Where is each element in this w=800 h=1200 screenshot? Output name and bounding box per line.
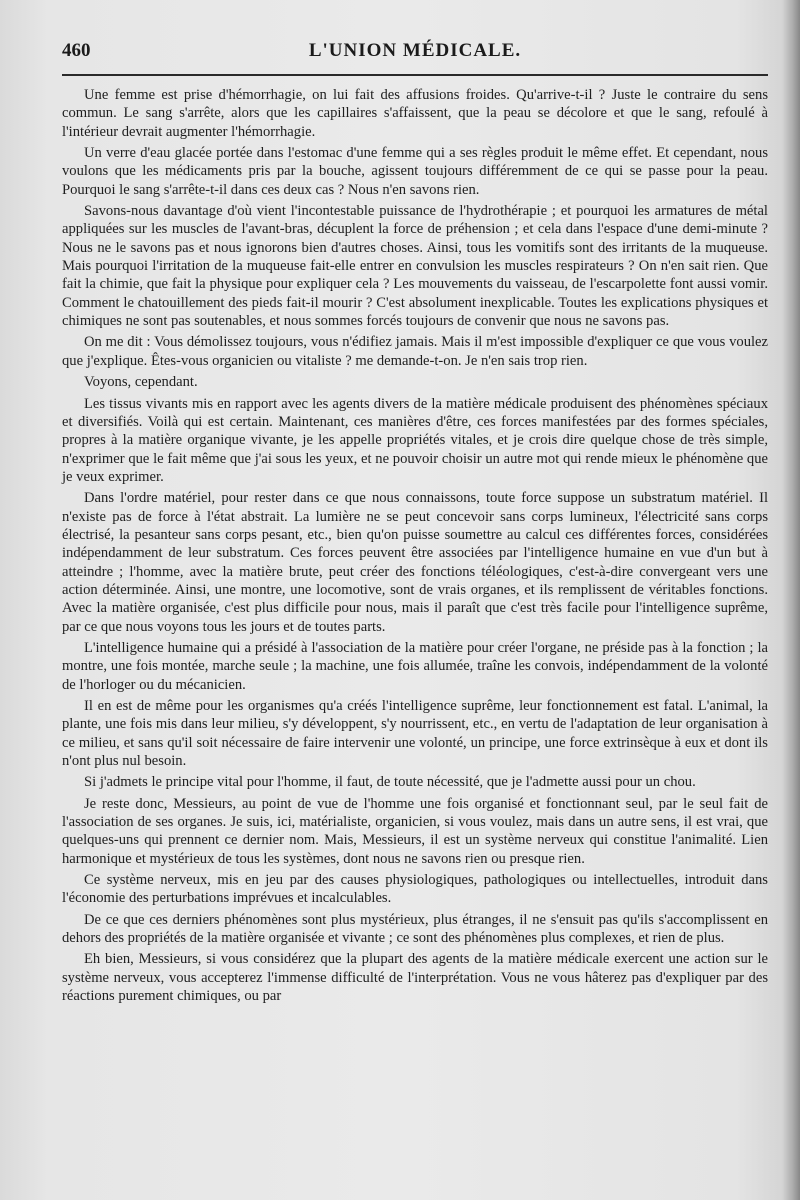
running-title: L'UNION MÉDICALE. [308,40,522,61]
paragraph-11: Je reste donc, Messieurs, au point de vue de l'homme une fois organisé et fonctionnant seul, par le seul fait de l'association de ses organes. Je suis, ici, matérialiste, organicien, si vous voulez, mais dans un autre sens, il est vrai, que quelques-uns qui prennent ce dernier nom. Mais, Messieurs, il est un système nerveux qui constitue l'animalité. Lien harmonique et mystérieux de tous les systèmes, dont nous ne savons rien ou presque rien. [62,795,768,867]
paragraph-14: Eh bien, Messieurs, si vous considérez que la plupart des agents de la matière médicale exercent une action sur le système nerveux, vous accepterez l'immense difficulté de l'interprétation. Vous ne vous hâterez pas d'expliquer par des réactions purement chimiques, ou par [62,951,768,1005]
paragraph-5: Voyons, cependant. [84,374,198,391]
header-rule [62,74,768,76]
paragraph-2: Un verre d'eau glacée portée dans l'estomac d'une femme qui a ses règles produit le même effet. Et cependant, nous voulons que les médicaments pris par la bouche, agissent toujours différemment de ce qui se passe pour la peau. Pourquoi le sang s'arrête-t-il dans ces deux cas ? Nous n'en savons rien. [62,145,768,198]
paragraph-3: Savons-nous davantage d'où vient l'incontestable puissance de l'hydrothérapie ; et pourquoi les armatures de métal appliquées sur les muscles de l'avant-bras, décuplent la force de préhension ; et cela dans l'espace d'une demi-minute ? Nous ne le savons pas et nous ignorons bien d'autres choses. Ainsi, tous les vomitifs sont des irritants de la muqueuse. Mais pourquoi l'irritation de la muqueuse fait-elle entrer en convulsion les muscles respirateurs ? On n'en sait rien. Que fait la chimie, que fait la physique pour expliquer cela ? Les mouvements du vaisseau, de l'escarpolette font aussi vomir. Comment le chatouillement des pieds fait-il mourir ? C'est absolument inexplicable. Toutes les explications physiques et chimiques ne sont pas soutenables, et nous sommes forcés toujours de convenir que nous ne savons pas. [62,203,768,330]
paragraph-10: Si j'admets le principe vital pour l'homme, il faut, de toute nécessité, que je l'admette aussi pour un chou. [84,774,696,791]
page-edge-shadow [782,0,800,1200]
paragraph-1: Une femme est prise d'hémorrhagie, on lui fait des affusions froides. Qu'arrive-t-il ? Juste le contraire du sens commun. Le sang s'arrête, alors que les capillaires s'affaissent, que la peau se décolore et que le sang, refoulé à l'intérieur devrait augmenter l'hémorrhagie. [62,87,768,140]
paragraph-12: Ce système nerveux, mis en jeu par des causes physiologiques, pathologiques ou intellectuelles, introduit dans l'économie des perturbations imprévues et incalculables. [62,872,768,907]
paragraph-9: Il en est de même pour les organismes qu'a créés l'intelligence suprême, leur fonctionnement est fatal. L'animal, la plante, une fois mis dans leur milieu, s'y développent, s'y nourrissent, etc., en vertu de l'adaptation de leur organisation à ce milieu, et sans qu'il soit nécessaire de faire intervenir une volonté, un principe, une force extrinsèque à eux et dont ils n'ont plus nul besoin. [62,698,768,770]
body-text [62,86,768,1009]
paragraph-13: De ce que ces derniers phénomènes sont plus mystérieux, plus étranges, il ne s'ensuit pas qu'ils s'accomplissent en dehors des propriétés de la matière organisée et vivante ; ce sont des phénomènes plus complexes, et rien de plus. [62,911,768,947]
paragraph-4: On me dit : Vous démolissez toujours, vous n'édifiez jamais. Mais il m'est impossible d'expliquer ce que vous voulez que j'explique. Êtes-vous organicien ou vitaliste ? me demande-t-on. Je n'en sais trop rien. [62,334,768,369]
page-number: 460 [62,40,91,61]
paragraph-6: Les tissus vivants mis en rapport avec les agents divers de la matière médicale produisent des phénomènes spéciaux et diversifiés. Voilà qui est certain. Maintenant, ces manières d'être, ces forces manifestées par des formes spéciales, propres à la matière organique vivante, je les appelle propriétés vitales, et je crois dire quelque chose de très simple, n'exprimer que le fait même que j'ai sous les yeux, et ne pouvoir choisir un autre mot qui rende mieux le phénomène que je veux exprimer. [62,395,768,485]
paragraph-7: Dans l'ordre matériel, pour rester dans ce que nous connaissons, toute force suppose un substratum matériel. Il n'existe pas de force à l'état abstrait. La lumière ne se peut concevoir sans corps lumineux, l'électricité sans corps électrisé, la pesanteur sans corps pesant, etc., bien qu'on puisse soumettre au calcul ces différentes forces, considérées indépendamment de leur substratum. Ces forces peuvent être associées par l'intelligence humaine en vue d'un but à atteindre ; l'homme, avec la matière brute, peut créer des fonctions téléologiques, c'est-à-dire convergeant vers une action déterminée. Ainsi, une montre, une locomotive, sont de vrais organes, et ils remplissent de véritables fonctions. Avec la matière organisée, c'est plus difficile pour nous, mais il paraît que c'est très facile pour l'intelligence suprême, par ce que nous voyons tous les jours et de toutes parts. [62,490,768,635]
paragraph-8: L'intelligence humaine qui a présidé à l'association de la matière pour créer l'organe, ne préside pas à la fonction ; la montre, une fois montée, marche seule ; la machine, une fois allumée, traîne les convois, indépendamment de la volonté de l'horloger ou du mécanicien. [62,639,768,693]
page-header [62,38,768,66]
